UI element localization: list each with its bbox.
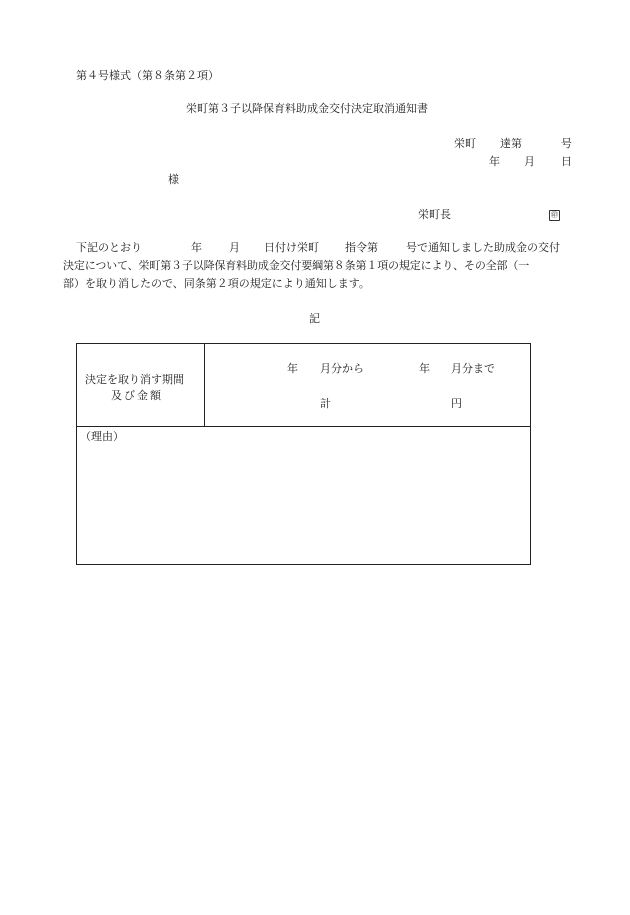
date-day: 日 — [561, 155, 572, 168]
table-row-divider — [76, 426, 531, 427]
body-line-2: 決定について、栄町第３子以降保育料助成金交付要綱第８条第１項の規定により、その全部（一 — [63, 259, 530, 272]
period-to-year: 年 — [419, 362, 430, 375]
body-p1-a: 下記のとおり — [76, 241, 142, 254]
date-month: 月 — [524, 155, 535, 168]
body-p1-d: 号で通知しました助成金の交付 — [406, 241, 560, 254]
amount-yen: 円 — [451, 397, 462, 410]
doc-end: 号 — [561, 137, 572, 150]
addressee-suffix: 様 — [168, 173, 179, 186]
document-title: 栄町第３子以降保育料助成金交付決定取消通知書 — [186, 102, 428, 115]
doc-mid: 達第 — [500, 137, 522, 150]
body-p1-b: 日付け栄町 — [264, 241, 319, 254]
body-p1-c: 指令第 — [345, 241, 378, 254]
body-p1-year: 年 — [191, 241, 202, 254]
period-to-month: 月分まで — [451, 362, 495, 375]
ki-heading: 記 — [309, 312, 320, 325]
table-label-line-1: 決定を取り消す期間 — [85, 373, 184, 386]
seal-mark: ㊞ — [551, 211, 558, 219]
amount-total-label: 計 — [320, 397, 331, 410]
period-from-year: 年 — [287, 362, 298, 375]
sender-name: 栄町長 — [418, 208, 451, 221]
form-number: 第４号様式（第８条第２項） — [76, 69, 219, 82]
reason-label: （理由） — [80, 430, 124, 443]
body-line-3: 部）を取り消したので、同条第２項の規定により通知します。 — [63, 277, 370, 290]
table-column-divider — [204, 343, 205, 427]
period-from-month: 月分から — [320, 362, 364, 375]
table-label-line-2: 及び金額 — [111, 389, 163, 402]
date-year: 年 — [489, 155, 500, 168]
doc-office: 栄町 — [454, 137, 476, 150]
body-p1-month: 月 — [229, 241, 240, 254]
